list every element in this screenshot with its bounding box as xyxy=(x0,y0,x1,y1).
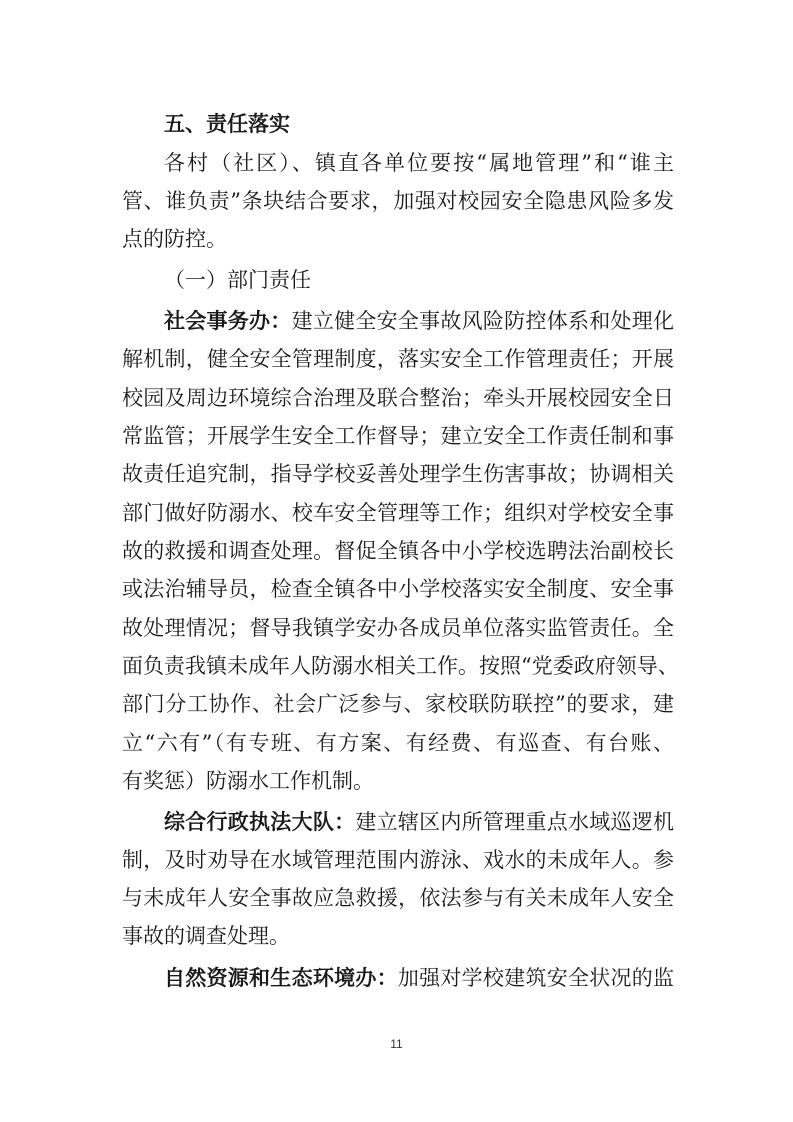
paragraph-line: 事故的调查处理。 xyxy=(122,924,290,948)
intro-line: 管、谁负责”条块结合要求，加强对校园安全隐患风险多发 xyxy=(122,189,674,213)
paragraph-line: 面负责我镇未成年人防溺水相关工作。按照“党委政府领导、 xyxy=(122,654,679,678)
page-number: 11 xyxy=(390,1037,403,1051)
paragraph-text: 建立辖区内所管理重点水域巡逻机 xyxy=(355,810,675,834)
paragraph-line: 故的救援和调查处理。督促全镇各中小学校选聘法治副校长 xyxy=(122,539,674,563)
intro-line: 点的防控。 xyxy=(122,227,227,251)
subsection-title: （一）部门责任 xyxy=(164,268,311,292)
paragraph-first-line xyxy=(164,303,674,339)
paragraph-line: 解机制，健全安全管理制度，落实安全工作管理责任；开展 xyxy=(122,347,674,371)
social-affairs-label: 社会事务办： xyxy=(164,309,292,333)
paragraph-line: 部门分工协作、社会广泛参与、家校联防联控”的要求，建 xyxy=(122,692,674,716)
paragraph-line: 立“六有”（有专班、有方案、有经费、有巡查、有台账、 xyxy=(122,731,674,755)
paragraph-line: 或法治辅导员，检查全镇各中小学校落实安全制度、安全事 xyxy=(122,577,674,601)
paragraph-line: 校园及周边环境综合治理及联合整治；牵头开展校园安全日 xyxy=(122,386,674,410)
paragraph-first-line xyxy=(164,804,674,840)
paragraph-line: 制，及时劝导在水域管理范围内游泳、戏水的未成年人。参 xyxy=(122,848,674,872)
paragraph-line: 故处理情况；督导我镇学安办各成员单位落实监管责任。全 xyxy=(122,616,674,640)
paragraph-line: 与未成年人安全事故应急救援，依法参与有关未成年人安全 xyxy=(122,886,674,910)
paragraph-line: 有奖惩）防溺水工作机制。 xyxy=(122,769,374,793)
paragraph-line: 常监管；开展学生安全工作督导；建立安全工作责任制和事 xyxy=(122,424,674,448)
paragraph-first-line xyxy=(164,960,674,996)
section-title: 五、责任落实 xyxy=(164,112,290,136)
law-enforcement-label: 综合行政执法大队： xyxy=(164,810,356,834)
paragraph-line: 部门做好防溺水、校车安全管理等工作；组织对学校安全事 xyxy=(122,501,674,525)
paragraph-text: 建立健全安全事故风险防控体系和处理化 xyxy=(291,309,675,333)
paragraph-line: 故责任追究制，指导学校妥善处理学生伤害事故；协调相关 xyxy=(122,462,674,486)
intro-line: 各村（社区）、镇直各单位要按“属地管理”和“谁主 xyxy=(164,151,674,175)
natural-resources-label: 自然资源和生态环境办： xyxy=(164,966,398,990)
paragraph-text: 加强对学校建筑安全状况的监 xyxy=(397,966,675,990)
